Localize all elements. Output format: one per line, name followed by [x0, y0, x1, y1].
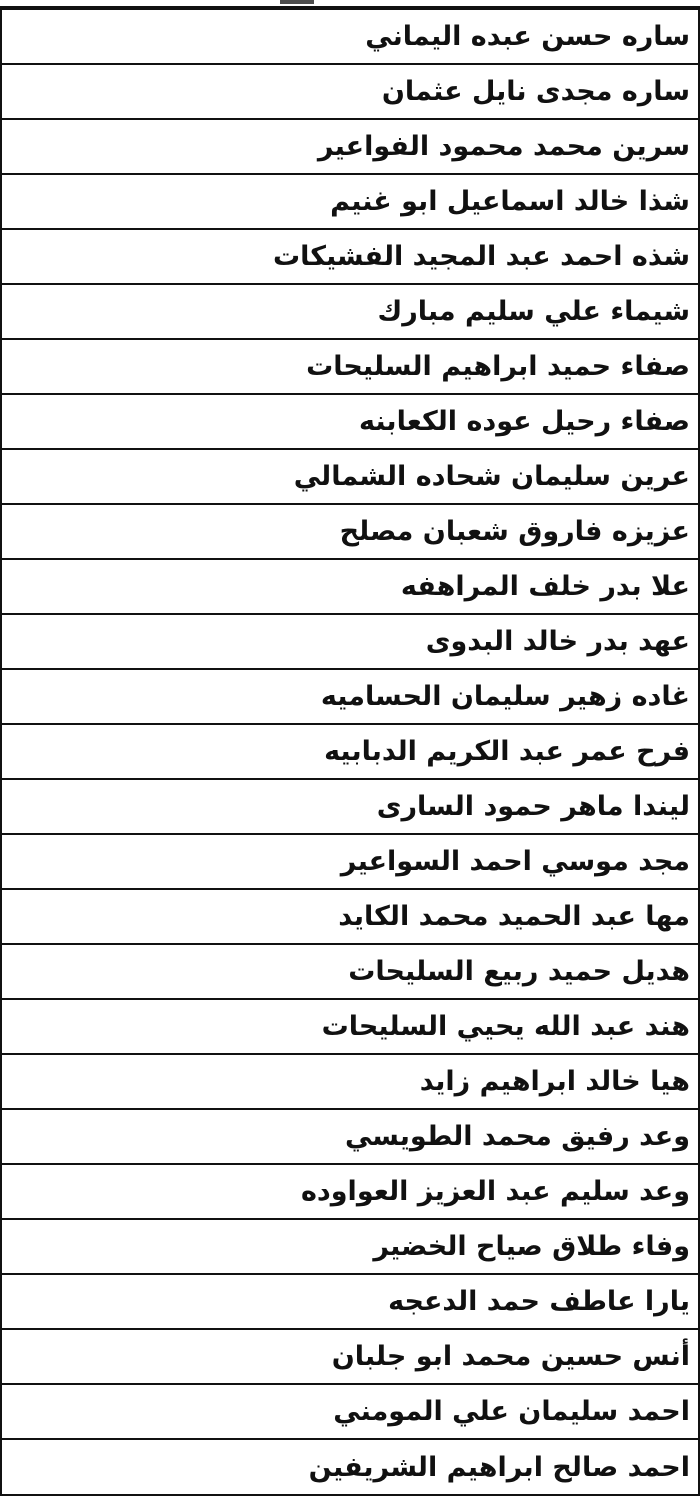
name-cell: أنس حسين محمد ابو جلبان — [1, 1329, 699, 1384]
name-cell: احمد سليمان علي المومني — [1, 1384, 699, 1439]
name-cell: هيا خالد ابراهيم زايد — [1, 1054, 699, 1109]
table-row — [1, 9, 699, 64]
name-cell: ساره مجدى نايل عثمان — [1, 64, 699, 119]
table-row — [1, 889, 699, 944]
table-row — [1, 559, 699, 614]
table-row — [1, 1439, 699, 1495]
name-cell: عزيزه فاروق شعبان مصلح — [1, 504, 699, 559]
student-names-table — [0, 8, 700, 1496]
name-cell: عرين سليمان شحاده الشمالي — [1, 449, 699, 504]
table-row — [1, 1219, 699, 1274]
table-row — [1, 614, 699, 669]
table-row — [1, 999, 699, 1054]
table-row — [1, 174, 699, 229]
name-cell: صفاء حميد ابراهيم السليحات — [1, 339, 699, 394]
table-row — [1, 394, 699, 449]
name-cell: مجد موسي احمد السواعير — [1, 834, 699, 889]
name-cell: وعد سليم عبد العزيز العواوده — [1, 1164, 699, 1219]
table-row — [1, 284, 699, 339]
name-cell: غاده زهير سليمان الحساميه — [1, 669, 699, 724]
table-row — [1, 669, 699, 724]
table-row — [1, 504, 699, 559]
table-row — [1, 1384, 699, 1439]
name-cell: علا بدر خلف المراهفه — [1, 559, 699, 614]
table-row — [1, 64, 699, 119]
table-row — [1, 339, 699, 394]
table-row — [1, 119, 699, 174]
names-table-body — [1, 9, 699, 1495]
name-cell: هديل حميد ربيع السليحات — [1, 944, 699, 999]
name-cell: وعد رفيق محمد الطويسي — [1, 1109, 699, 1164]
cropped-top-border — [0, 0, 700, 8]
name-cell: صفاء رحيل عوده الكعابنه — [1, 394, 699, 449]
table-row — [1, 779, 699, 834]
name-cell: شذه احمد عبد المجيد الفشيكات — [1, 229, 699, 284]
table-row — [1, 834, 699, 889]
cropped-text-fragment — [280, 0, 314, 4]
table-row — [1, 1054, 699, 1109]
table-row — [1, 229, 699, 284]
table-row — [1, 944, 699, 999]
table-row — [1, 1329, 699, 1384]
name-cell: سرين محمد محمود الفواعير — [1, 119, 699, 174]
name-cell: فرح عمر عبد الكريم الدبابيه — [1, 724, 699, 779]
name-cell: شذا خالد اسماعيل ابو غنيم — [1, 174, 699, 229]
name-cell: شيماء علي سليم مبارك — [1, 284, 699, 339]
table-row — [1, 1274, 699, 1329]
table-row — [1, 449, 699, 504]
table-row — [1, 724, 699, 779]
name-cell: وفاء طلاق صياح الخضير — [1, 1219, 699, 1274]
table-row — [1, 1164, 699, 1219]
name-cell: يارا عاطف حمد الدعجه — [1, 1274, 699, 1329]
name-cell: عهد بدر خالد البدوى — [1, 614, 699, 669]
table-row — [1, 1109, 699, 1164]
name-cell: مها عبد الحميد محمد الكايد — [1, 889, 699, 944]
name-cell: ساره حسن عبده اليماني — [1, 9, 699, 64]
name-cell: هند عبد الله يحيي السليحات — [1, 999, 699, 1054]
name-cell: احمد صالح ابراهيم الشريفين — [1, 1439, 699, 1495]
name-cell: ليندا ماهر حمود السارى — [1, 779, 699, 834]
